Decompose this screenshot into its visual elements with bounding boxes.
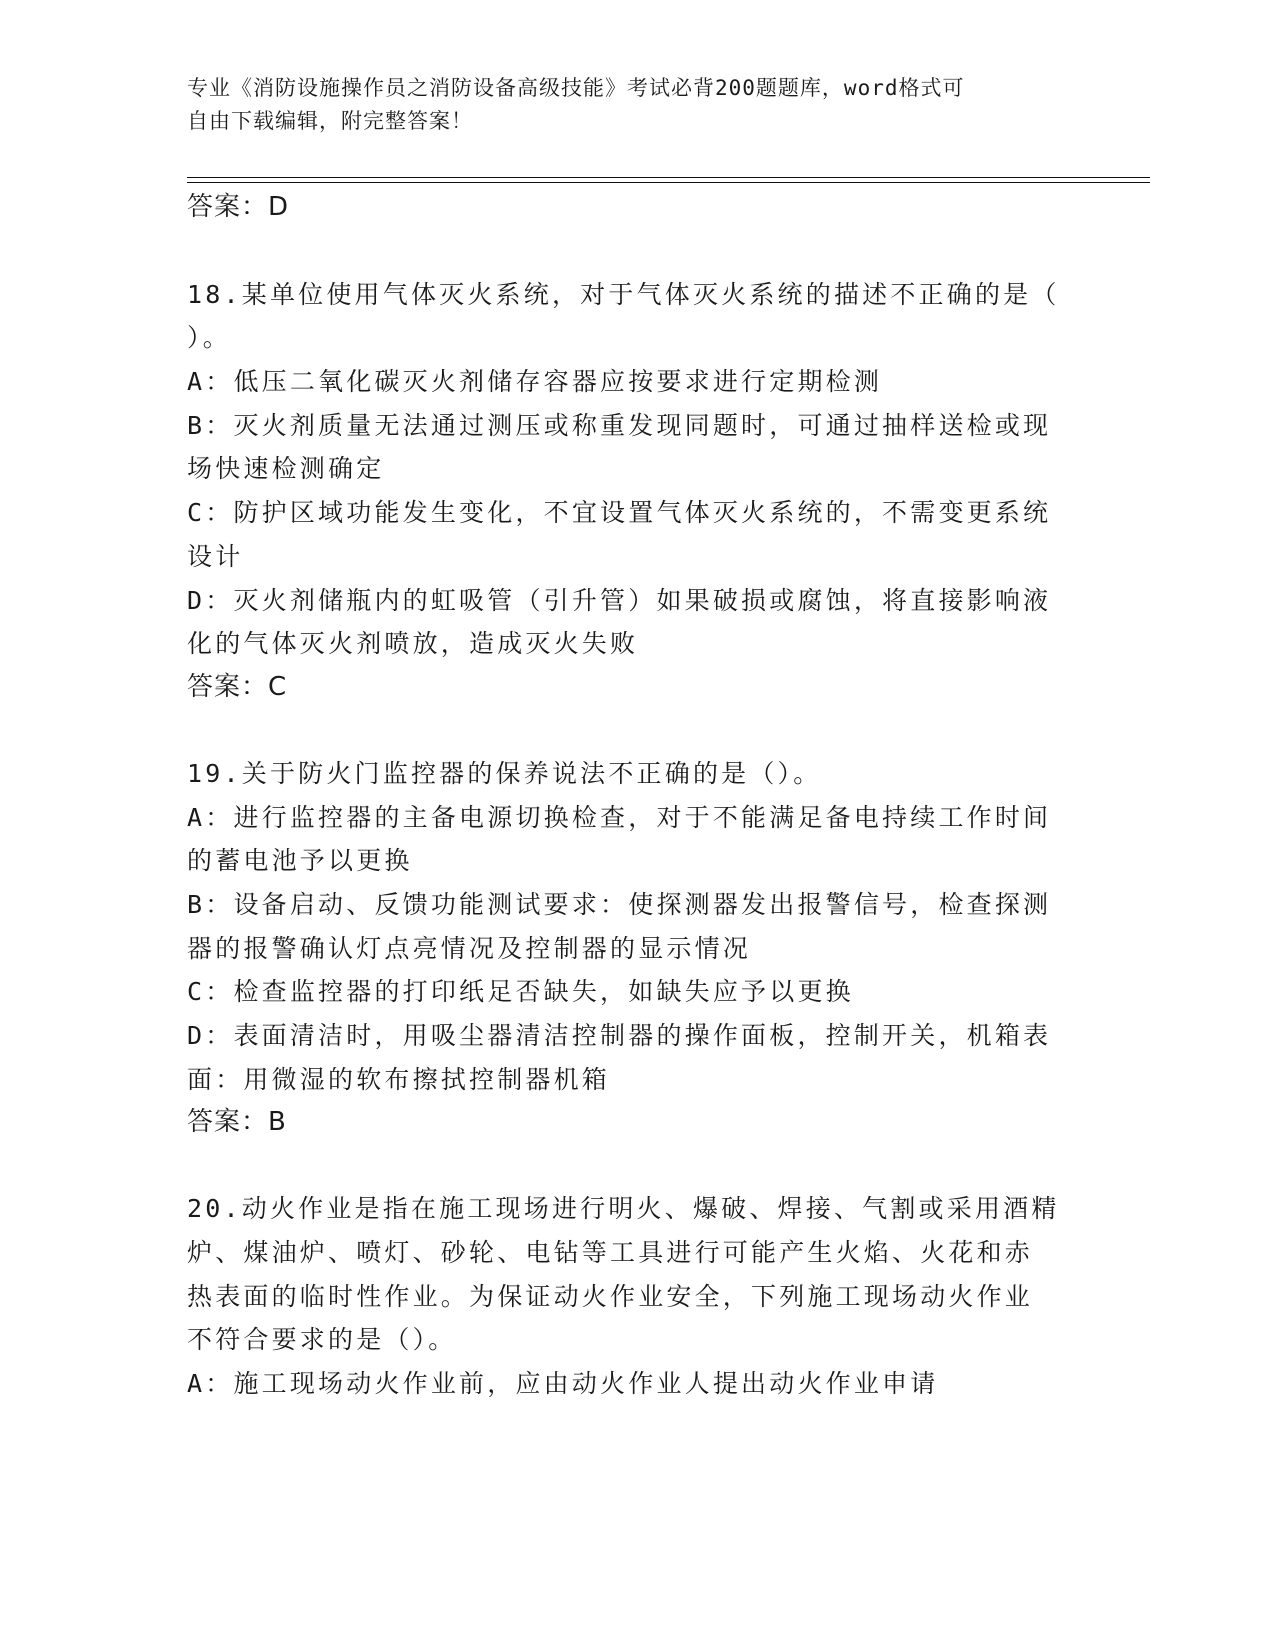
q19-option-d-line-1: D：表面清洁时，用吸尘器清洁控制器的操作面板，控制开关，机箱表 bbox=[187, 1021, 1052, 1050]
q19-option-a-line-1: A：进行监控器的主备电源切换检查，对于不能满足备电持续工作时间 bbox=[187, 803, 1052, 832]
q18-option-b-line-2: 场快速检测确定 bbox=[187, 454, 385, 483]
answer-q18: 答案：C bbox=[187, 672, 288, 702]
answer-q17: 答案：D bbox=[187, 192, 290, 222]
q20-stem-line-4: 不符合要求的是（）。 bbox=[187, 1325, 457, 1354]
q19-option-b-line-2: 器的报警确认灯点亮情况及控制器的显示情况 bbox=[187, 934, 752, 963]
q20-stem-line-1: 20.动火作业是指在施工现场进行明火、爆破、焊接、气割或采用酒精 bbox=[187, 1194, 1060, 1223]
answer-q19: 答案：B bbox=[187, 1107, 287, 1137]
q18-option-a: A：低压二氧化碳灭火剂储存容器应按要求进行定期检测 bbox=[187, 367, 883, 396]
q19-option-a-line-2: 的蓄电池予以更换 bbox=[187, 846, 413, 875]
q20-option-a: A：施工现场动火作业前，应由动火作业人提出动火作业申请 bbox=[187, 1369, 939, 1398]
q19-option-b-line-1: B：设备启动、反馈功能测试要求：使探测器发出报警信号，检查探测 bbox=[187, 890, 1052, 919]
q20-stem-line-2: 炉、煤油炉、喷灯、砂轮、电钻等工具进行可能产生火焰、火花和赤 bbox=[187, 1238, 1034, 1267]
q18-option-d-line-1: D：灭火剂储瓶内的虹吸管（引升管）如果破损或腐蚀，将直接影响液 bbox=[187, 586, 1052, 615]
q18-option-b-line-1: B：灭火剂质量无法通过测压或称重发现同题时，可通过抽样送检或现 bbox=[187, 411, 1052, 440]
q19-option-d-line-2: 面：用微湿的软布擦拭控制器机箱 bbox=[187, 1065, 611, 1094]
q18-option-c-line-2: 设计 bbox=[187, 542, 244, 571]
q18-stem-line-2: ）。 bbox=[187, 323, 231, 352]
q18-stem-line-1: 18.某单位使用气体灭火系统，对于气体灭火系统的描述不正确的是（ bbox=[187, 280, 1060, 309]
header-line-1: 专业《消防设施操作员之消防设备高级技能》考试必背200题题库，word格式可 bbox=[187, 76, 965, 100]
header-line-2: 自由下载编辑，附完整答案！ bbox=[187, 109, 473, 133]
q20-stem-line-3: 热表面的临时性作业。为保证动火作业安全，下列施工现场动火作业 bbox=[187, 1282, 1034, 1311]
q18-option-d-line-2: 化的气体灭火剂喷放，造成灭火失败 bbox=[187, 629, 639, 658]
q19-option-c: C：检查监控器的打印纸足否缺失，如缺失应予以更换 bbox=[187, 977, 854, 1006]
header-divider-bottom bbox=[187, 182, 1150, 183]
q18-option-c-line-1: C：防护区域功能发生变化，不宜设置气体灭火系统的，不需变更系统 bbox=[187, 498, 1052, 527]
header-divider-top bbox=[187, 177, 1150, 178]
document-header bbox=[187, 72, 1067, 138]
q19-stem-line-1: 19.关于防火门监控器的保养说法不正确的是（）。 bbox=[187, 759, 822, 788]
